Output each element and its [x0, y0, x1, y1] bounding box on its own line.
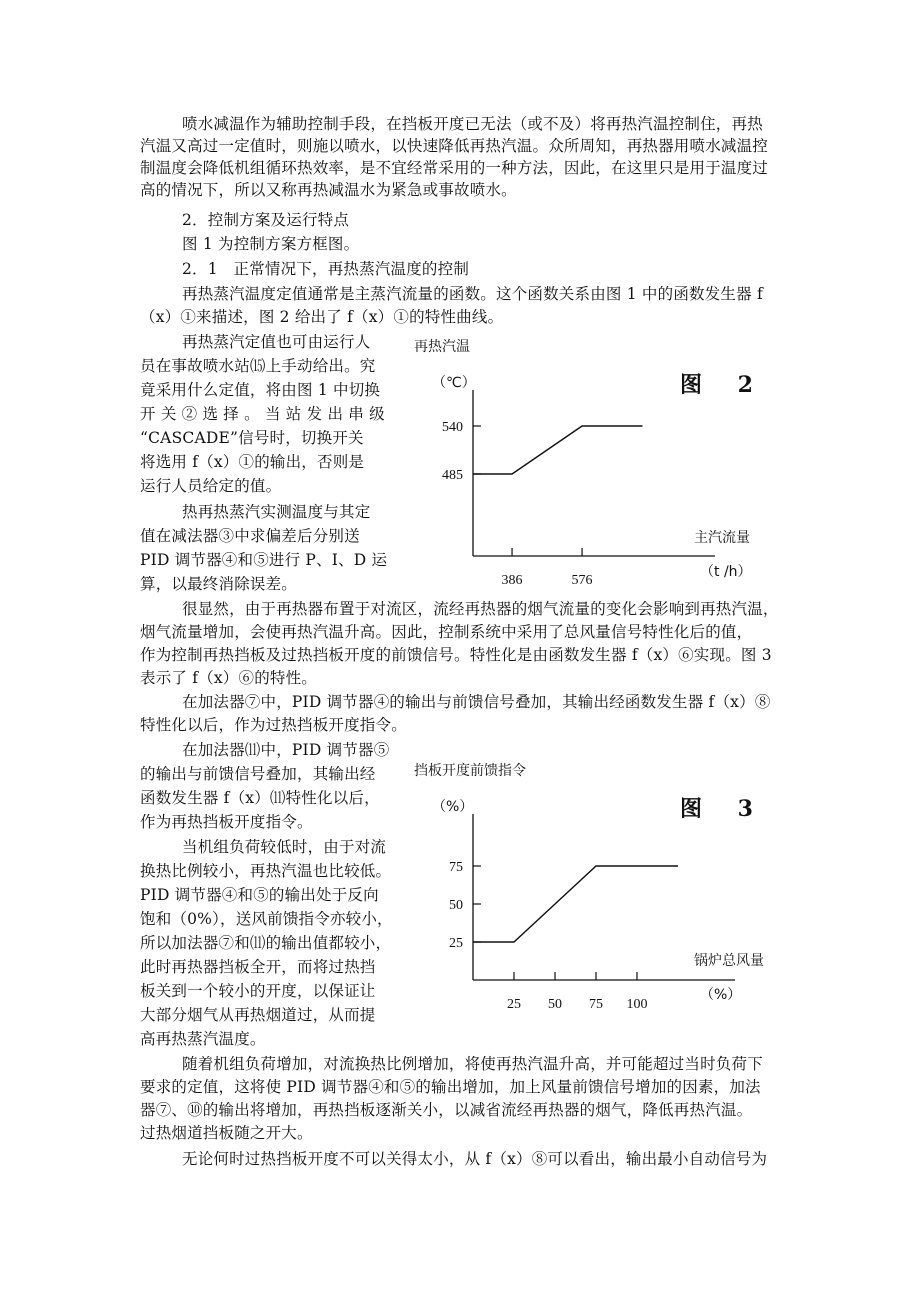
text-line: 要求的定值，这将使 PID 调节器④和⑤的输出增加，加上风量前馈信号增加的因素，加法: [140, 1078, 761, 1096]
text-line: 员在事故喷水站⒂上手动给出。究: [140, 357, 376, 375]
fig3-x-unit: （%）: [700, 987, 742, 1003]
fig3-x-label: 锅炉总风量: [694, 953, 764, 969]
x-tick-label: 100: [626, 997, 648, 1012]
fig3-y-label: 挡板开度前馈指令: [414, 763, 526, 779]
y-tick-label: 25: [449, 936, 463, 951]
fig3-chart: [420, 784, 750, 1014]
text-line: 特性化以后，作为过热挡板开度指令。: [140, 716, 407, 734]
text-line: 所以加法器⑦和⑾的输出值都较小，: [140, 934, 392, 952]
text-line: 热再热蒸汽实测温度与其定: [182, 503, 371, 521]
y-tick-label: 75: [449, 860, 463, 875]
text-line: 表示了 f（x）⑥的特性。: [140, 669, 318, 687]
text-line: 运行人员给定的值。: [140, 477, 282, 495]
text-line: 竟采用什么定值，将由图 1 中切换: [140, 381, 381, 399]
text-line: 烟气流量增加，会使再热汽温升高。因此，控制系统中采用了总风量信号特性化后的值，: [140, 623, 753, 641]
text-line: 图 1 为控制方案方框图。: [182, 235, 360, 253]
text-line: 很显然，由于再热器布置于对流区，流经再热器的烟气流量的变化会影响到再热汽温，: [182, 600, 779, 618]
fig2-chart: [420, 360, 750, 590]
text-line: 当机组负荷较低时，由于对流: [182, 838, 387, 856]
text-line: 将选用 f（x）①的输出，否则是: [140, 453, 365, 471]
fig2-title: 图 2: [680, 372, 767, 398]
text-line: 汽温又高过一定值时，则施以喷水，以快速降低再热汽温。众所周知，再热器用喷水减温控: [140, 137, 769, 155]
text-line: 再热蒸汽定值也可由运行人: [182, 333, 371, 351]
x-tick-label: 25: [507, 997, 521, 1012]
text-line: “CASCADE”信号时，切换开关: [140, 429, 364, 447]
text-line: 喷水减温作为辅助控制手段，在挡板开度已无法（或不及）将再热汽温控制住，再热: [182, 115, 763, 133]
text-line: 开 关 ② 选 择 。 当 站 发 出 串 级: [140, 405, 385, 423]
fig2-x-label: 主汽流量: [694, 530, 750, 546]
text-line: 器⑦、⑩的输出将增加，再热挡板逐渐关小，以减省流经再热器的烟气，降低再热汽温。: [140, 1101, 753, 1119]
text-line: 再热蒸汽温度定值通常是主蒸汽流量的函数。这个函数关系由图 1 中的函数发生器 f: [182, 285, 763, 303]
text-line: 在加法器⑾中，PID 调节器⑤: [182, 741, 390, 759]
text-line: 随着机组负荷增加，对流换热比例增加，将使再热汽温升高，并可能超过当时负荷下: [182, 1055, 763, 1073]
fig2-y-unit: （℃）: [432, 375, 476, 391]
fig2-x-unit: （t /h）: [700, 564, 752, 580]
subsection-heading: 2．1 正常情况下，再热蒸汽温度的控制: [182, 260, 470, 278]
text-line: 作为再热挡板开度指令。: [140, 813, 313, 831]
fig3-y-unit: （%）: [432, 799, 474, 815]
x-tick-label: 50: [548, 997, 562, 1012]
fig3-title: 图 3: [680, 796, 767, 822]
text-line: 的输出与前馈信号叠加，其输出经: [140, 765, 376, 783]
y-tick-label: 50: [449, 898, 463, 913]
text-line: 无论何时过热挡板开度不可以关得太小，从 f（x）⑧可以看出，输出最小自动信号为: [182, 1150, 768, 1168]
x-tick-label: 75: [589, 997, 603, 1012]
section-heading: 2．控制方案及运行特点: [182, 211, 350, 229]
y-tick-label: 540: [442, 420, 463, 435]
text-line: 过热烟道挡板随之开大。: [140, 1124, 313, 1142]
text-line: （x）①来描述，图 2 给出了 f（x）①的特性曲线。: [140, 308, 504, 326]
text-line: 板关到一个较小的开度，以保证让: [140, 982, 376, 1000]
text-line: 算，以最终消除误差。: [140, 575, 298, 593]
series-line: [473, 426, 642, 474]
text-line: PID 调节器④和⑤的输出处于反向: [140, 886, 379, 904]
text-line: 制温度会降低机组循环热效率，是不宜经常采用的一种方法，因此，在这里只是用于温度过: [140, 159, 769, 177]
x-tick-label: 386: [501, 573, 523, 588]
text-line: 饱和（0%），送风前馈指令亦较小，: [140, 910, 393, 928]
text-line: 作为控制再热挡板及过热挡板开度的前馈信号。特性化是由函数发生器 f（x）⑥实现。图 3: [140, 646, 772, 664]
text-line: 大部分烟气从再热烟道过，从而提: [140, 1006, 376, 1024]
text-line: 高再热蒸汽温度。: [140, 1030, 266, 1048]
text-line: 高的情况下，所以又称再热减温水为紧急或事故喷水。: [140, 181, 517, 199]
x-tick-label: 576: [571, 573, 593, 588]
text-line: 在加法器⑦中，PID 调节器④的输出与前馈信号叠加，其输出经函数发生器 f（x）⑧: [182, 693, 771, 711]
text-line: 值在减法器③中求偏差后分别送: [140, 527, 360, 545]
fig2-y-label: 再热汽温: [414, 339, 470, 355]
text-line: PID 调节器④和⑤进行 P、I、D 运: [140, 551, 388, 569]
text-line: 函数发生器 f（x）⑾特性化以后，: [140, 789, 380, 807]
text-line: 此时再热器挡板全开，而将过热挡: [140, 958, 376, 976]
y-tick-label: 485: [442, 468, 463, 483]
text-line: 换热比例较小，再热汽温也比较低。: [140, 862, 392, 880]
series-line: [473, 866, 678, 942]
